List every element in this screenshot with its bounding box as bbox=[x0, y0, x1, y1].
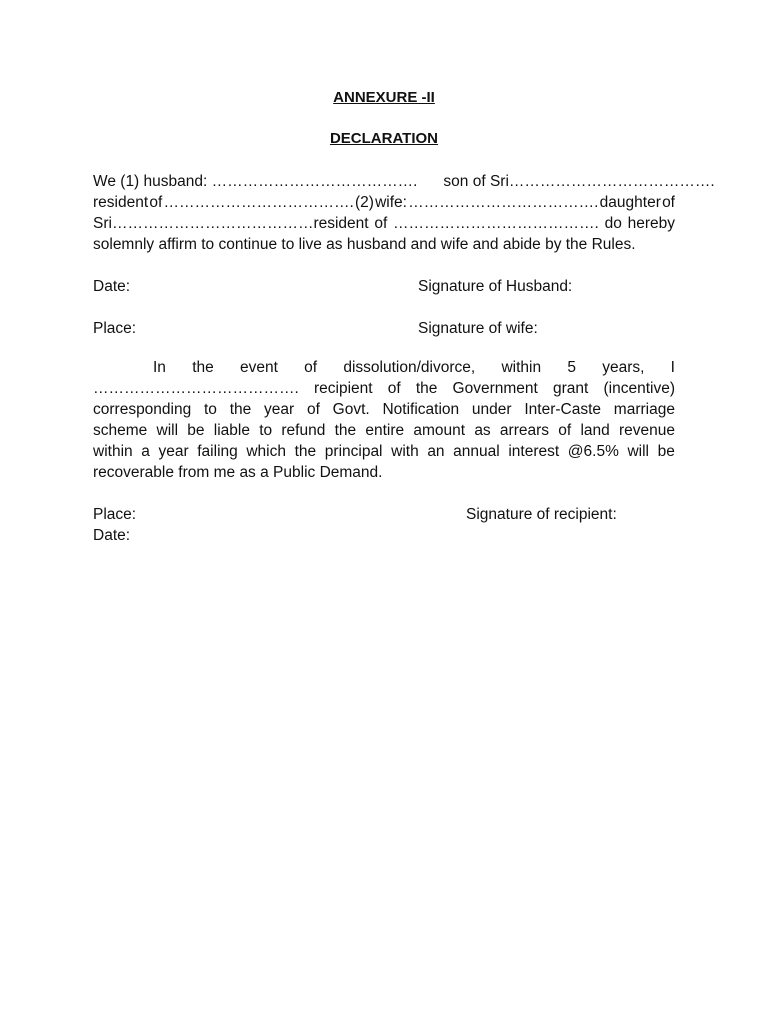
declaration-heading: DECLARATION bbox=[329, 130, 439, 147]
declaration-line-2-word: (2) bbox=[354, 194, 374, 211]
undertaking-line-1-word: within bbox=[501, 359, 542, 376]
undertaking-line-5-word: year bbox=[158, 443, 189, 460]
undertaking-line-4-word: the bbox=[334, 422, 357, 439]
declaration-line-3-word: hereby bbox=[627, 215, 675, 232]
undertaking-line-4-word: be bbox=[187, 422, 205, 439]
undertaking-line-4-word: of bbox=[558, 422, 572, 439]
declaration-line-2-word: of bbox=[149, 194, 163, 211]
undertaking-line-5-word: principal bbox=[324, 443, 383, 460]
undertaking-line-5-word: a bbox=[141, 443, 150, 460]
undertaking-line-5-word: annual bbox=[453, 443, 500, 460]
declaration-line-3-word: …………………………………. bbox=[393, 215, 599, 232]
undertaking-line-3-word: corresponding bbox=[93, 401, 192, 418]
undertaking-line-4-word: scheme bbox=[93, 422, 148, 439]
declaration-line-2 bbox=[93, 192, 675, 213]
undertaking-line-4-word: amount bbox=[413, 422, 466, 439]
declaration-line-2-word: of bbox=[662, 194, 675, 211]
undertaking-line-2-word: Government bbox=[452, 380, 538, 397]
undertaking-line-5-word: will bbox=[627, 443, 649, 460]
undertaking-line-1-word: dissolution/divorce, bbox=[343, 359, 476, 376]
declaration-line-3-word: do bbox=[604, 215, 622, 232]
wife-signature-label: Signature of wife: bbox=[418, 320, 538, 337]
husband-signature-label: Signature of Husband: bbox=[418, 278, 573, 295]
undertaking-line-5-word: be bbox=[657, 443, 675, 460]
declaration-line-2-word: daughter bbox=[599, 194, 661, 211]
undertaking-line-2-word: …………………………………. bbox=[93, 380, 299, 397]
undertaking-line-5-word: within bbox=[93, 443, 133, 460]
undertaking-line-5-word: which bbox=[246, 443, 286, 460]
undertaking-line-4-word: liable bbox=[213, 422, 250, 439]
undertaking-line-4-word: will bbox=[156, 422, 179, 439]
undertaking-line-1-word: years, bbox=[602, 359, 645, 376]
undertaking-line-5-word: interest bbox=[508, 443, 560, 460]
undertaking-line-1-word: the bbox=[192, 359, 214, 376]
undertaking-line-4-word: land bbox=[580, 422, 610, 439]
recipient-signature-label: Signature of recipient: bbox=[466, 506, 617, 523]
undertaking-line-4-word: revenue bbox=[618, 422, 675, 439]
undertaking-line-6: recoverable from me as a Public Demand. bbox=[93, 464, 383, 481]
undertaking-line-4-word: as bbox=[474, 422, 491, 439]
undertaking-line-5 bbox=[93, 441, 675, 462]
undertaking-line-3-word: year bbox=[264, 401, 295, 418]
undertaking-line-3-word: of bbox=[306, 401, 320, 418]
undertaking-line-1 bbox=[93, 357, 675, 378]
declaration-line-2-word: wife: bbox=[375, 194, 407, 211]
undertaking-line-2-word: grant bbox=[552, 380, 589, 397]
annexure-heading: ANNEXURE -II bbox=[333, 89, 435, 106]
undertaking-line-3-word: Inter-Caste bbox=[524, 401, 602, 418]
undertaking-line-3-word: marriage bbox=[613, 401, 675, 418]
undertaking-line-2-word: (incentive) bbox=[603, 380, 675, 397]
undertaking-line-2-word: the bbox=[415, 380, 438, 397]
place-label-top: Place: bbox=[93, 320, 137, 337]
undertaking-line-4-word: refund bbox=[281, 422, 326, 439]
undertaking-line-3 bbox=[93, 399, 675, 420]
undertaking-line-1-word: I bbox=[670, 359, 675, 376]
undertaking-line-2-word: of bbox=[387, 380, 401, 397]
undertaking-line-4-word: to bbox=[259, 422, 273, 439]
undertaking-paragraph bbox=[93, 357, 675, 483]
date-label-bottom: Date: bbox=[93, 527, 131, 544]
son-of-clause: son of Sri…………………………………. bbox=[443, 173, 715, 190]
undertaking-line-1-word: In bbox=[153, 359, 166, 376]
undertaking-line-2-word: recipient bbox=[313, 380, 373, 397]
declaration-line-3 bbox=[93, 213, 675, 234]
undertaking-line-5-word: failing bbox=[197, 443, 238, 460]
undertaking-line-3-word: the bbox=[229, 401, 252, 418]
undertaking-line-3-word: Govt. bbox=[332, 401, 370, 418]
declaration-line-2-word: ………………………………. bbox=[163, 194, 354, 211]
place-label-bottom: Place: bbox=[93, 506, 137, 523]
undertaking-line-4-word: entire bbox=[365, 422, 405, 439]
undertaking-line-3-word: under bbox=[471, 401, 512, 418]
undertaking-line-3-word: Notification bbox=[382, 401, 460, 418]
undertaking-line-5-word: with bbox=[391, 443, 419, 460]
declaration-line-2-word: ………………………………. bbox=[408, 194, 599, 211]
declaration-line-1 bbox=[93, 171, 715, 192]
declaration-line-4: solemnly affirm to continue to live as husband and wife and abide by the Rules. bbox=[93, 236, 636, 253]
declaration-line-3-word: Sri…………………………………resident bbox=[93, 215, 369, 232]
husband-clause: We (1) husband: …………………………………. bbox=[93, 173, 418, 190]
undertaking-line-1-word: 5 bbox=[567, 359, 576, 376]
undertaking-line-1-word: of bbox=[304, 359, 318, 376]
undertaking-line-5-word: @6.5% bbox=[567, 443, 619, 460]
undertaking-line-3-word: to bbox=[204, 401, 217, 418]
undertaking-line-5-word: an bbox=[427, 443, 445, 460]
declaration-paragraph bbox=[93, 171, 715, 255]
undertaking-line-1-word: event bbox=[240, 359, 278, 376]
date-label-top: Date: bbox=[93, 278, 131, 295]
undertaking-line-5-word: the bbox=[294, 443, 317, 460]
declaration-line-3-word: of bbox=[374, 215, 388, 232]
undertaking-line-4-word: arrears bbox=[499, 422, 550, 439]
declaration-line-2-word: resident bbox=[93, 194, 149, 211]
undertaking-line-4 bbox=[93, 420, 675, 441]
undertaking-line-2 bbox=[93, 378, 675, 399]
